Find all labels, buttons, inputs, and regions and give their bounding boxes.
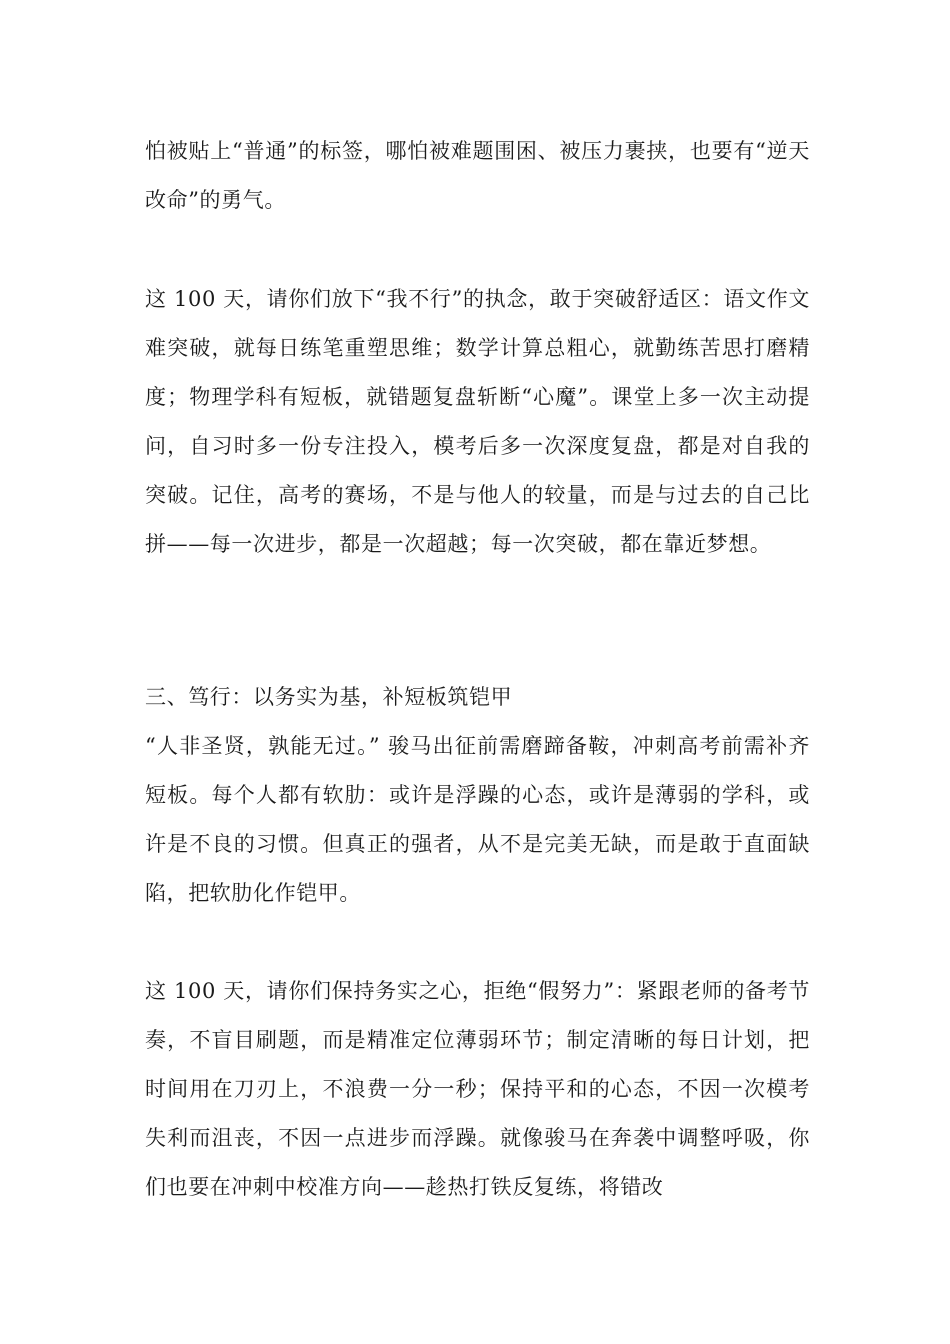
paragraph-pragmatic: 这 100 天，请你们保持务实之心，拒绝“假努力”：紧跟老师的备考节奏，不盲目刷题，而是精准定位薄弱环节；制定清晰的每日计划，把时间用在刀刃上，不浪费一分一秒；保持平和的心态，不因一次模考失利而沮丧，不因一点进步而浮躁。就像骏马在奔袭中调整呼吸，你们也要在冲刺中校准方向——趁热打铁反复练，将错改 — [145, 979, 810, 1199]
section-heading-three: 三、笃行：以务实为基，补短板筑铠甲 — [145, 685, 513, 709]
paragraph-courage: 怕被贴上“普通”的标签，哪怕被难题围困、被压力裹挟，也要有“逆天改命”的勇气。 — [145, 139, 810, 212]
paragraph-breakthrough: 这 100 天，请你们放下“我不行”的执念，敢于突破舒适区：语文作文难突破，就每日练笔重塑思维；数学计算总粗心，就勤练苦思打磨精度；物理学科有短板，就错题复盘斩断“心魔”。课堂上多一次主动提问，自习时多一份专注投入，模考后多一次深度复盘，都是对自我的突破。记住，高考的赛场，不是与他人的较量，而是与过去的自己比拼——每一次进步，都是一次超越；每一次突破，都在靠近梦想。 — [145, 287, 810, 556]
paragraph-weakness: “人非圣贤，孰能无过。” 骏马出征前需磨蹄备鞍，冲刺高考前需补齐短板。每个人都有软肋：或许是浮躁的心态，或许是薄弱的学科，或许是不良的习惯。但真正的强者，从不是完美无缺，而是敢于直面缺陷，把软肋化作铠甲。 — [145, 734, 810, 905]
